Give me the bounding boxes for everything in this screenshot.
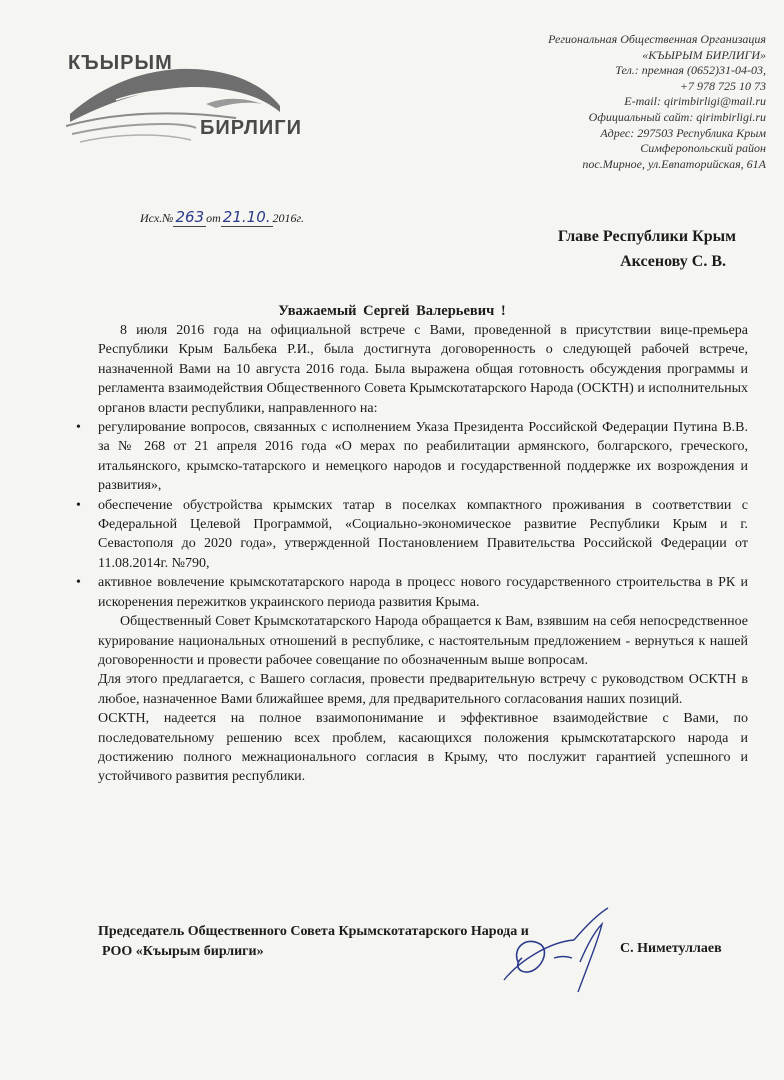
handwritten-signature — [490, 900, 630, 1000]
ref-from: от — [206, 211, 221, 225]
signatory-title-line2: РОО «Къырым бирлиги» — [102, 944, 264, 959]
bullet-item-3: • активное вовлечение крымскотатарского народа в процесс нового государственного строительства в РК и искоренения пережитков украинского периода развития Крыма. — [98, 573, 748, 612]
ref-date: 21.10. — [222, 208, 271, 226]
address-line1: Адрес: 297503 Республика Крым — [600, 125, 766, 140]
addressee — [558, 224, 736, 274]
letterhead — [466, 32, 766, 172]
logo-text-line1: КЪЫРЫМ — [68, 52, 173, 74]
signatory-name: С. Ниметуллаев — [620, 941, 722, 956]
body-paragraph-4: ОСКТН, надеется на полное взаимопонимание и эффективное взаимодействие с Вами, по последовательному решению всех проблем, касающихся положения крымскотатарского народа и достижению полного межнационального согласия в Крыму, что послужит гарантией успешного и устойчивого развития республики. — [98, 711, 748, 785]
organization-logo — [66, 42, 316, 152]
address-line3: пос.Мирное, ул.Евпаторийская, 61А — [582, 156, 766, 171]
ref-year: 2016г. — [272, 211, 305, 225]
logo-text-line2: БИРЛИГИ — [200, 117, 302, 139]
bullet-item-2: • обеспечение обустройства крымских татар в поселках компактного проживания в соответствии с Федеральной Целевой Программой, «Социально-экономическое развитие Республики Крым и г. Севастополя до 2020 года», утвержденной Постановлением Правительства Российской Федерации от 11.08.2014г. №790, — [98, 496, 748, 574]
body-paragraph-2: Общественный Совет Крымскотатарского Народа обращается к Вам, взявшим на себя непосредственное курирование национальных отношений в республике, с настоятельным предложением - вернуться к нашей договоренности и провести рабочее совещание по обозначенным выше вопросам. — [98, 614, 748, 668]
letter-body — [98, 321, 748, 787]
email-line: E-mail: qirimbirligi@mail.ru — [624, 94, 766, 109]
bullet-item-1: • регулирование вопросов, связанных с исполнением Указа Президента Российской Федерации Путина В.В. за № 268 от 21 апреля 2016 года «О мерах по реабилитации армянского, болгарского, греческого, итальянского, крымско-татарского и немецкого народов и государственной поддержке их возрождения и развития», — [98, 418, 748, 496]
ref-number: 263 — [175, 208, 205, 226]
org-name-line2: «КЪЫРЫМ БИРЛИГИ» — [642, 47, 766, 62]
addressee-line1: Главе Республики Крым — [557, 228, 736, 245]
ref-prefix: Исх.№ — [140, 211, 174, 225]
outgoing-reference — [140, 208, 304, 226]
salutation: Уважаемый Сергей Валерьевич ! — [278, 303, 506, 319]
body-paragraph-1: 8 июля 2016 года на официальной встрече с Вами, проведенной в присутствии вице-премьера Республики Крым Бальбека Р.И., была достигнута договоренность о следующей рабочей встрече, назначенной Вами на 10 августа 2016 года. Была выражена общая готовность обсуждения программы и регламента взаимодействия Общественного Совета Крымскотатарского Народа (ОСКТН) и исполнительных органов власти республики, направленного на: — [98, 323, 748, 416]
phone-line2: +7 978 725 10 73 — [679, 78, 766, 93]
addressee-line2: Аксенову С. В. — [620, 253, 726, 270]
phone-line1: Тел.: премная (0652)31-04-03, — [615, 63, 766, 78]
signatory-title-line1: Председатель Общественного Совета Крымскотатарского Народа и — [98, 924, 529, 939]
address-line2: Симферопольский район — [640, 141, 766, 156]
bullet-list — [98, 418, 748, 612]
body-paragraph-3: Для этого предлагается, с Вашего согласия, провести предварительную встречу с руководством ОСКТН в любое, назначенное Вами ближайшее время, для предварительного согласования наших позиций. — [98, 672, 748, 707]
org-name-line1: Региональная Общественная Организация — [548, 32, 766, 46]
signatory-title — [98, 922, 529, 962]
website-line: Официальный сайт: qirimbirligi.ru — [588, 109, 766, 124]
